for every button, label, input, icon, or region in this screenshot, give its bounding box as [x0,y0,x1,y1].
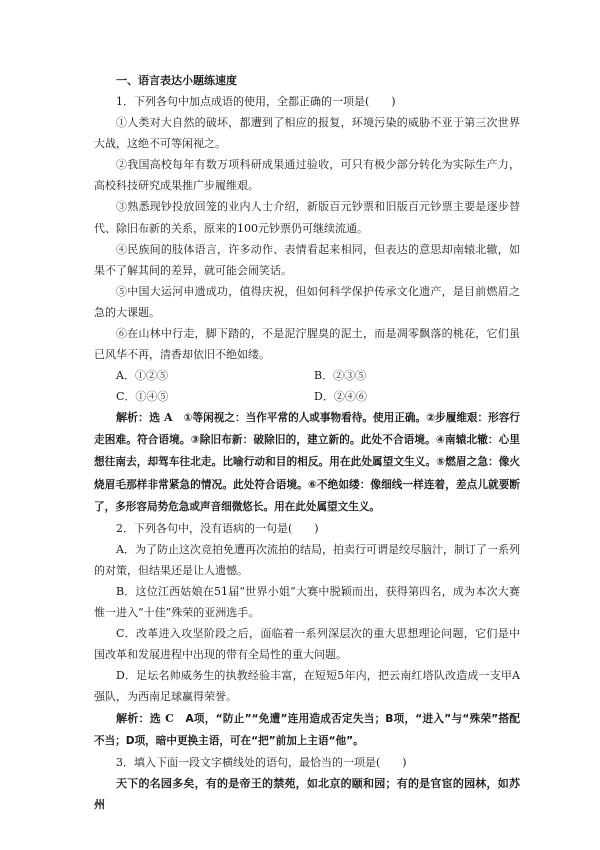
q3-passage: 天下的名园多矣，有的是帝王的禁苑，如北京的颐和园；有的是官宦的园林，如苏州 [94,776,520,811]
q1-analysis-body: ①等闲视之：当作平常的人或事物看待。使用正确。②步履维艰：形容行走困难。符合语境。③除旧布新：破除旧的，建立新的。此处不合语境。④南辕北辙：心里想往南去，却驾车往北走。比喻行动和目的相反。用在此处属望文生义。⑤燃眉之急：像火烧眉毛那样非常紧急的情况。此处符合语境。⑥不绝如缕：像细线一样连着，差点儿就要断了，多形容局势危急或声音细微悠长。用在此处属望文生义。 [94,412,520,513]
q1-options-row-2 [94,386,520,407]
q1-option-a: A．①②⑤ [116,369,168,383]
q1-item: ②我国高校每年有数万项科研成果通过验收，可只有极少部分转化为实际生产力，高校科技研究成果推广步履维艰。 [94,158,520,193]
q1-option-c: C．①④⑤ [116,390,169,404]
q1-item: ⑥在山林中行走，脚下踏的，不是泥泞腥臭的泥土，而是凋零飘落的桃花，它们虽已风华不再，清香却依旧不绝如缕。 [94,327,520,362]
q2-options [94,539,520,708]
q2-option-d: D．足坛名帅威务生的执教经验丰富，在短短5年内，把云南红塔队改造成一支甲A强队，为西南足球赢得荣誉。 [94,669,520,704]
document-page [94,70,520,815]
q1-item: ⑤中国大运河申遗成功，值得庆祝，但如何科学保护传承文化遗产，是目前燃眉之急的大课题。 [94,284,520,319]
q1-stem: 1．下列各句中加点成语的使用，全都正确的一项是( ) [116,95,396,108]
q2-stem: 2．下列各句中，没有语病的一句是( ) [116,521,319,535]
q1-option-b: B．②③⑤ [314,369,367,383]
q1-item: ④民族间的肢体语言，许多动作、表情看起来相同，但表达的意思却南辕北辙，如果不了解其间的差异，就可能会闹笑话。 [94,242,520,277]
q1-options-row-1 [94,365,520,386]
q3-stem: 3．填入下面一段文字横线处的语句，最恰当的一项是( ) [116,755,407,769]
q2-option-a: A．为了防止这次竞拍免遭再次流拍的结局，拍卖行可谓是绞尽脑汁，制订了一系列的对策，但结果还是让人遗憾。 [94,542,520,577]
q1-option-d: D．②④⑥ [314,390,367,404]
q1-items [94,112,520,365]
q1-analysis-label: 解析：选 A [116,411,184,425]
q2-option-c: C．改革进入攻坚阶段之后，面临着一系列深层次的重大思想理论问题，它们是中国改革和发展进程中出现的带有全局性的重大问题。 [94,627,520,662]
q2-analysis-body: A项，“防止”“免遭”连用造成否定失当；B项，“进入”与“殊荣”搭配不当；D项，暗中更换主语，可在“把”前加上主语“他”。 [94,712,520,747]
q1-analysis [94,407,520,517]
q2-analysis-label: 解析：选 C [116,711,186,725]
section-title: 一、语言表达小题练速度 [116,74,237,87]
q2-option-b: B．这位江西姑娘在51届“世界小姐”大赛中脱颖而出，获得第四名，成为本次大赛惟一进入“十佳”殊荣的亚洲选手。 [94,584,520,620]
q1-item: ①人类对大自然的破坏，都遭到了相应的报复，环境污染的威胁不亚于第三次世界大战，这绝不可等闲视之。 [94,116,520,151]
q2-analysis [94,708,520,752]
q1-item: ③熟悉现钞投放回笼的业内人士介绍，新版百元钞票和旧版百元钞票主要是逐步替代、除旧布新的关系，原来的100元钞票仍可继续流通。 [94,200,520,235]
